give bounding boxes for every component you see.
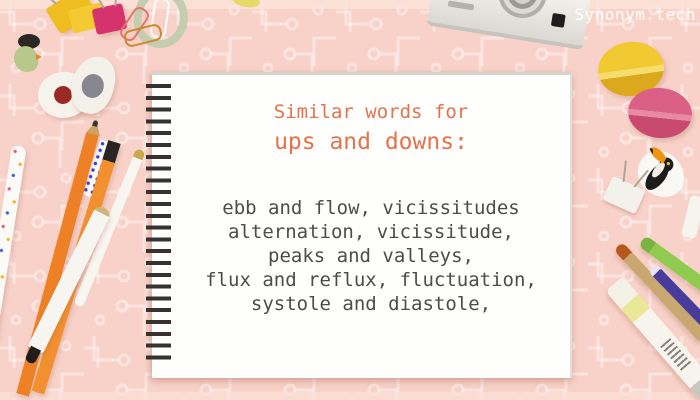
camera-lens-icon bbox=[495, 0, 550, 21]
synonym-line: peaks and valleys, bbox=[268, 245, 474, 267]
heading-line1: Similar words for bbox=[273, 101, 469, 123]
camera-viewfinder-icon bbox=[551, 13, 566, 28]
synonym-line: ebb and flow, vicissitudes bbox=[222, 197, 520, 219]
notebook-page bbox=[152, 75, 570, 316]
synonym-line: systole and diastole, bbox=[250, 293, 492, 315]
heading-line2: ups and downs: bbox=[274, 129, 468, 155]
synonym-line: flux and reflux, fluctuation, bbox=[205, 269, 537, 291]
bird-beak-icon bbox=[36, 54, 42, 60]
camera-detail bbox=[448, 0, 475, 10]
spiral-notebook bbox=[152, 72, 572, 378]
synonym-list bbox=[178, 196, 564, 316]
gray-dot-icon bbox=[79, 72, 106, 101]
synonym-line: alternation, vicissitude, bbox=[228, 221, 514, 243]
site-watermark: Synonym.tech bbox=[574, 5, 696, 24]
bird-figurine bbox=[12, 36, 40, 70]
spiral-binding bbox=[146, 84, 171, 366]
